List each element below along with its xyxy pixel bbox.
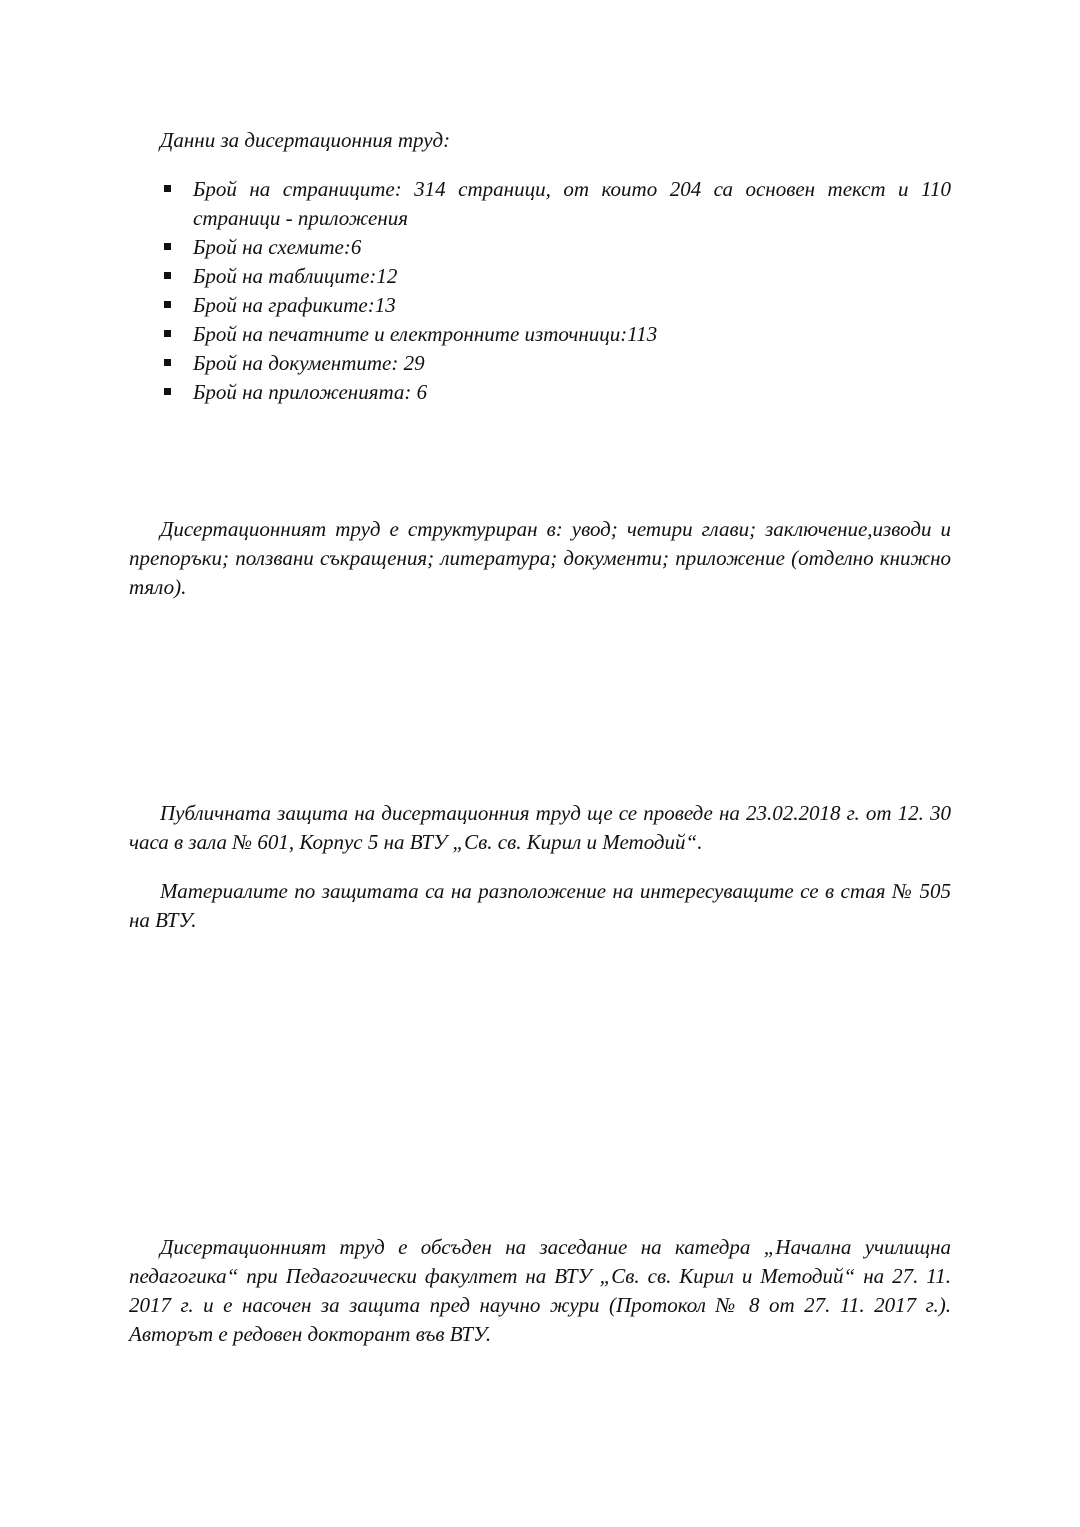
stats-list xyxy=(160,175,951,407)
discussion-paragraph: Дисертационният труд е обсъден на заседание на катедра „Начална училищна педагогика“ при Педагогически факултет на ВТУ „Св. св. Кирил и Методий“ на 27. 11. 2017 г. и е насочен за защита пред научно жури (Протокол № 8 от 27. 11. 2017 г.). Авторът е редовен докторант във ВТУ. xyxy=(129,1235,951,1346)
square-bullet-icon xyxy=(164,359,171,366)
list-item-text: Брой на печатните и електронните източници:113 xyxy=(193,322,658,346)
list-item xyxy=(160,378,951,407)
list-item-text: Брой на схемите:6 xyxy=(193,235,362,259)
list-item-text: Брой на документите: 29 xyxy=(193,351,425,375)
list-item-text: Брой на страниците: 314 страници, от които 204 са основен текст и 110 страници - приложения xyxy=(193,177,951,230)
list-item xyxy=(160,262,951,291)
list-item xyxy=(160,233,951,262)
square-bullet-icon xyxy=(164,388,171,395)
defense-paragraph: Публичната защита на дисертационния труд ще се проведе на 23.02.2018 г. от 12. 30 часа в зала № 601, Корпус 5 на ВТУ „Св. св. Кирил и Методий“. xyxy=(129,801,951,854)
list-item-text: Брой на графиките:13 xyxy=(193,293,396,317)
list-item-text: Брой на приложенията: 6 xyxy=(193,380,428,404)
square-bullet-icon xyxy=(164,272,171,279)
list-item xyxy=(160,291,951,320)
stats-heading: Данни за дисертационния труд: xyxy=(160,128,451,152)
square-bullet-icon xyxy=(164,330,171,337)
list-item-text: Брой на таблиците:12 xyxy=(193,264,398,288)
list-item xyxy=(160,320,951,349)
structure-paragraph: Дисертационният труд е структуриран в: увод; четири глави; заключение,изводи и препоръки; ползвани съкращения; литература; документи; приложение (отделно книжно тяло). xyxy=(129,517,951,599)
square-bullet-icon xyxy=(164,185,171,192)
square-bullet-icon xyxy=(164,301,171,308)
list-item xyxy=(160,349,951,378)
list-item xyxy=(160,175,951,233)
materials-paragraph: Материалите по защитата са на разположение на интересуващите се в стая № 505 на ВТУ. xyxy=(129,879,951,932)
square-bullet-icon xyxy=(164,243,171,250)
